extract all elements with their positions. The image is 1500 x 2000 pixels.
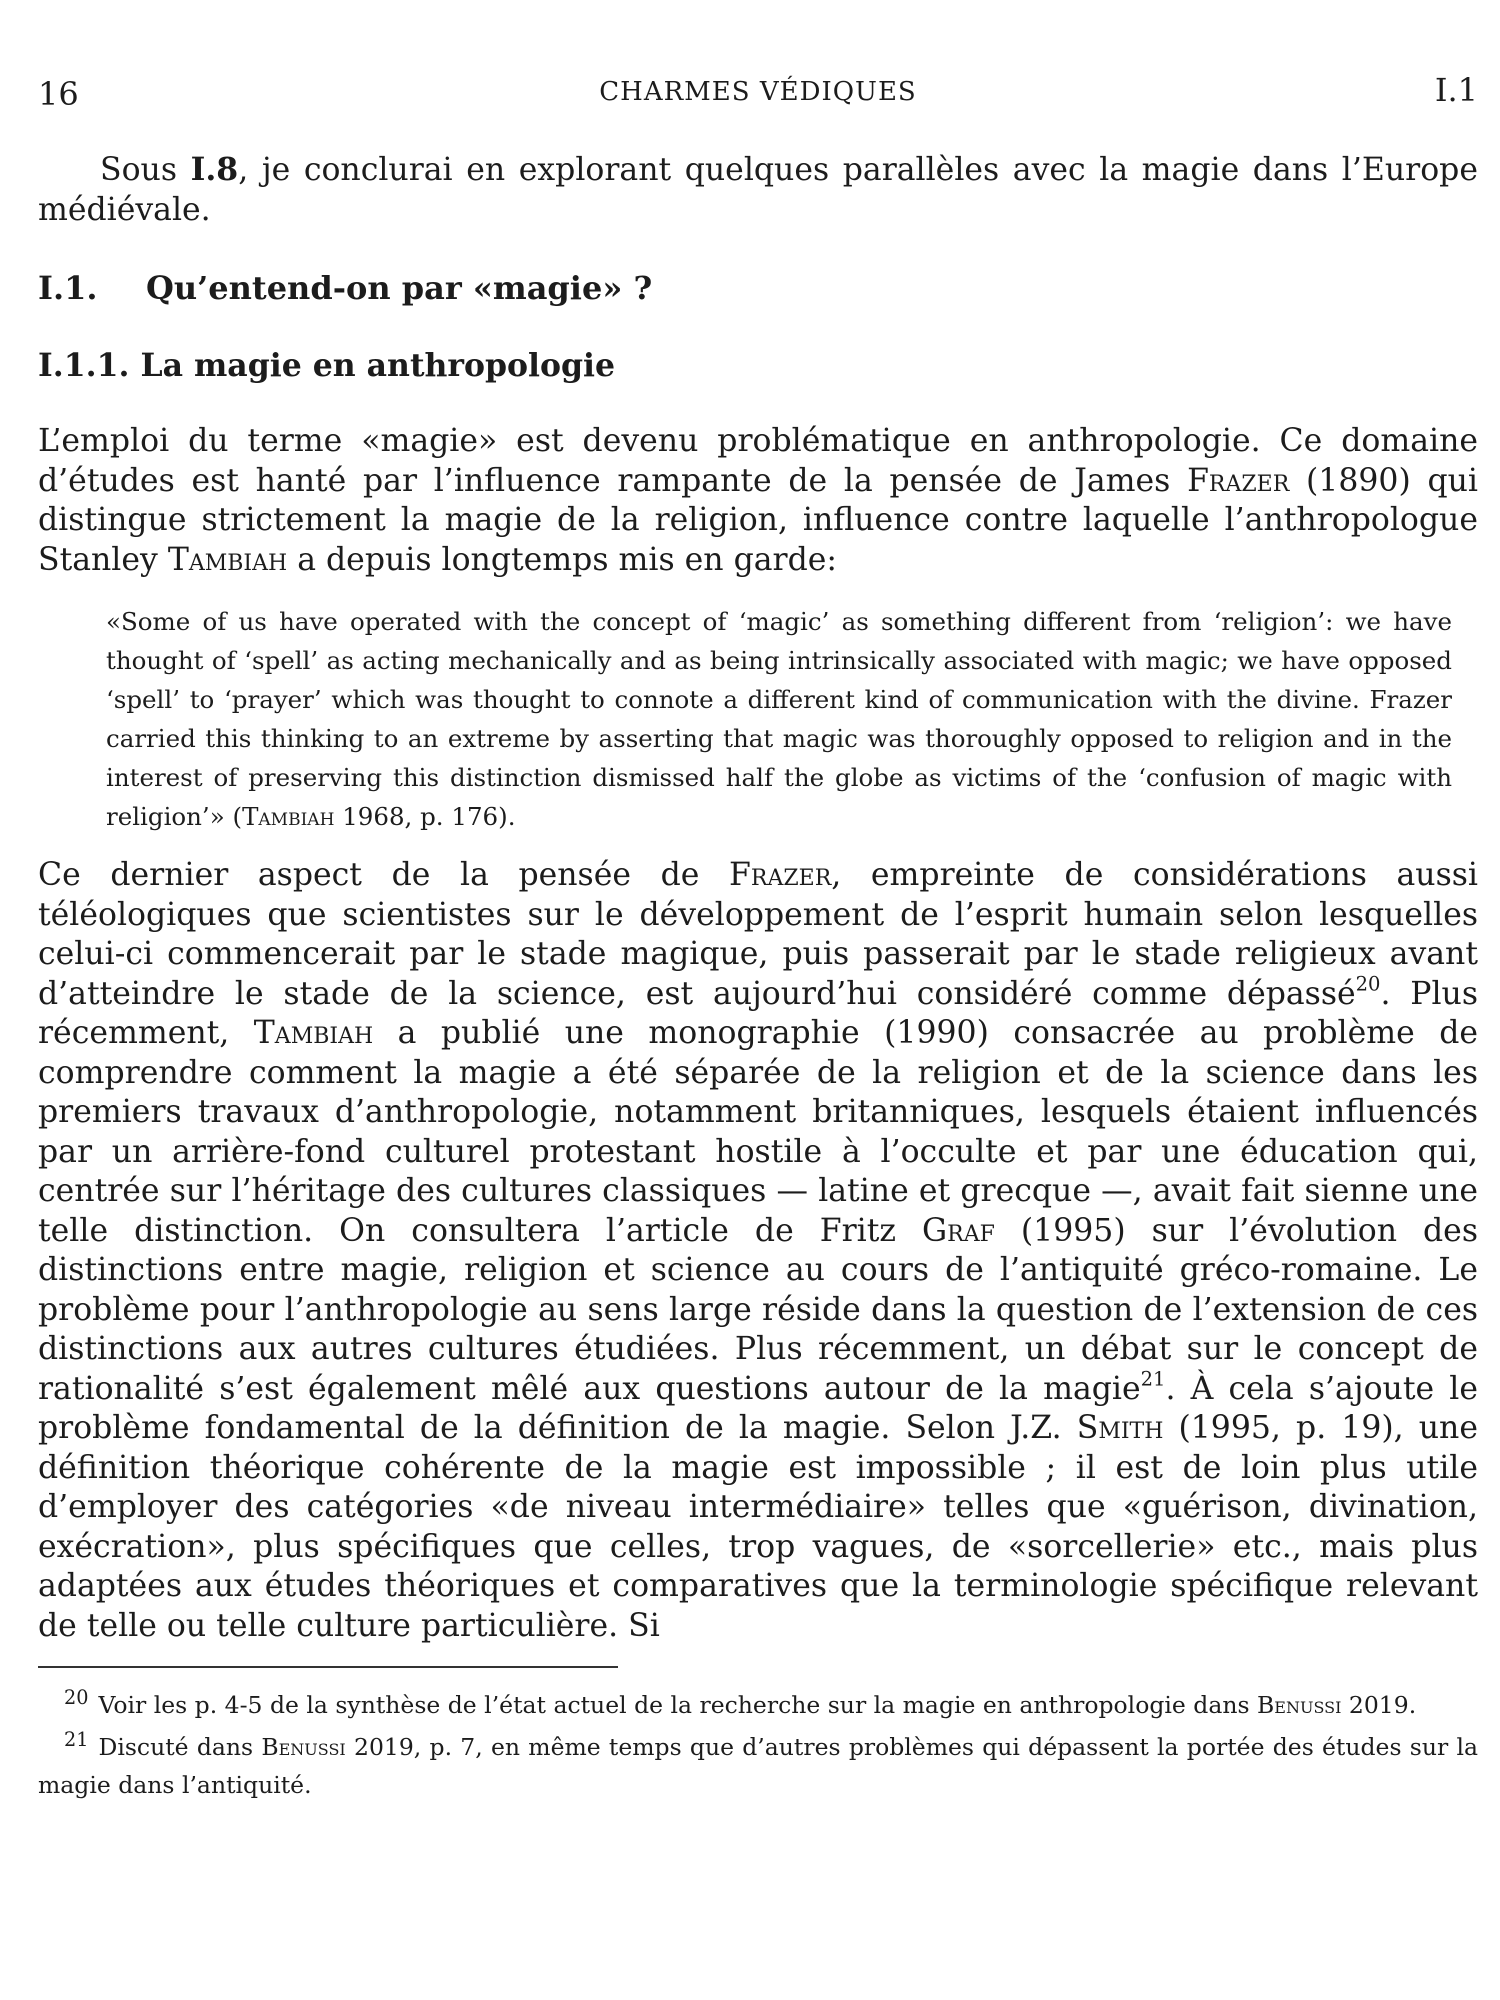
footnotes [38,1686,1478,1804]
intro-lead: Sous [100,152,191,188]
text-run: . À cela s’ajoute le problème fondamental de la définition de la magie. Selon J.Z. [38,1370,1478,1446]
author-name: Tambiah [253,1015,374,1051]
author-name: Tambiah [242,802,335,831]
author-name: Frazer [1187,462,1290,499]
author-name: Benussi [261,1733,346,1761]
author-name: Tambiah [167,541,288,578]
book-page [38,70,1478,1808]
text-run: , empreinte de considérations aussi téléologiques que scientistes sur le développement de l’esprit humain selon lesquelles celui-ci commencerait par le stade magique, puis passerait par le stade religieux avant d’atteindre le stade de la science, est aujourd’hui considéré comme dépassé [38,857,1478,1012]
text-run: (1890) qui distingue strictement la magie de la religion, influence contre laquelle l’anthropologue Stanley [38,462,1479,578]
text-run: . Plus récemment, [38,975,1479,1051]
section-heading [38,266,1478,310]
footnote-text: Discuté dans [98,1733,262,1761]
text-run: a publié une monographie (1990) consacrée au problème de comprendre comment la magie a été séparée de la religion et de la science dans les premiers travaux d’anthropologie, notamment britanniques, lesquels étaient influencés par un arrière-fond culturel protestant hostile à l’occulte et par une éducation qui, centrée sur l’héritage des cultures classiques — latine et grecque —, avait fait sienne une telle distinction. On consultera l’article de Fritz [38,1015,1478,1249]
quote-citation: 1968, p. 176). [334,802,516,831]
footnote-divider [38,1666,618,1668]
footnote-number: 20 [64,1686,89,1710]
footnote-number: 21 [64,1728,89,1752]
footnote-text: 2019, p. 7, en même temps que d’autres problèmes qui dépassent la portée des études sur la magie dans l’antiquité. [38,1733,1478,1799]
paragraph-2 [38,856,1478,1646]
section-marker: I.1 [1434,71,1478,109]
running-head [38,70,1478,113]
author-name: Frazer [729,857,832,893]
text-run: Ce dernier aspect de la pensée de [38,857,730,893]
block-quote [106,602,1452,836]
subsection-heading [38,344,1478,388]
author-name: Graf [921,1212,995,1249]
text-run: L’emploi du terme «magie» est devenu problématique en anthropologie. Ce domaine d’études est hanté par l’influence rampante de la pensée de James [38,423,1478,499]
intro-paragraph [38,150,1478,230]
quote-text: «Some of us have operated with the concept of ‘magic’ as something different from ‘religion’: we have thought of ‘spell’ as acting mechanically and as being intrinsically associated with magic; we have opposed ‘spell’ to ‘prayer’ which was thought to connote a different kind of communication with the divine. Frazer carried this thinking to an extreme by asserting that magic was thoroughly opposed to religion and in the interest of preserving this distinction dismissed half the globe as victims of the ‘confusion of magic with religion’» ( [106,607,1452,831]
section-number: I.1. [38,269,98,307]
subsection-title: La magie en anthropologie [140,347,616,384]
subsection-number: I.1.1. [38,347,130,384]
page-number: 16 [38,75,79,113]
footnote-ref: 20 [1355,971,1381,995]
intro-text: , je conclurai en explorant quelques parallèles avec la magie dans l’Europe médiévale. [38,152,1478,228]
book-title: CHARMES VÉDIQUES [599,77,917,107]
author-name: Benussi [1257,1691,1342,1719]
author-name: Smith [1076,1410,1164,1446]
text-run: a depuis longtemps mis en garde: [287,541,838,578]
footnote-ref: 21 [1140,1366,1166,1390]
footnote-text: Voir les p. 4-5 de la synthèse de l’état actuel de la recherche sur la magie en anthropologie dans [98,1691,1258,1719]
paragraph-1 [38,422,1478,580]
footnote-21 [38,1728,1478,1804]
text-run: (1995) sur l’évolution des distinctions entre magie, religion et science au cours de l’antiquité gréco-romaine. Le problème pour l’anthropologie au sens large réside dans la question de l’extension de ces distinctions aux autres cultures étudiées. Plus récemment, un débat sur le concept de rationalité s’est également mêlé aux questions autour de la magie [38,1212,1478,1407]
section-title: Qu’entend-on par «magie» ? [146,269,653,307]
intro-section-ref: I.8 [190,151,239,188]
footnote-20 [38,1686,1478,1724]
footnote-text: 2019. [1341,1691,1417,1719]
text-run: (1995, p. 19), une définition théorique cohérente de la magie est impossible ; il est de loin plus utile d’employer des catégories «de niveau intermédiaire» telles que «guérison, divination, exécration», plus spécifiques que celles, trop vagues, de «sorcellerie» etc., mais plus adaptées aux études théoriques et comparatives que la terminologie spécifique relevant de telle ou telle culture particulière. Si [38,1410,1478,1644]
